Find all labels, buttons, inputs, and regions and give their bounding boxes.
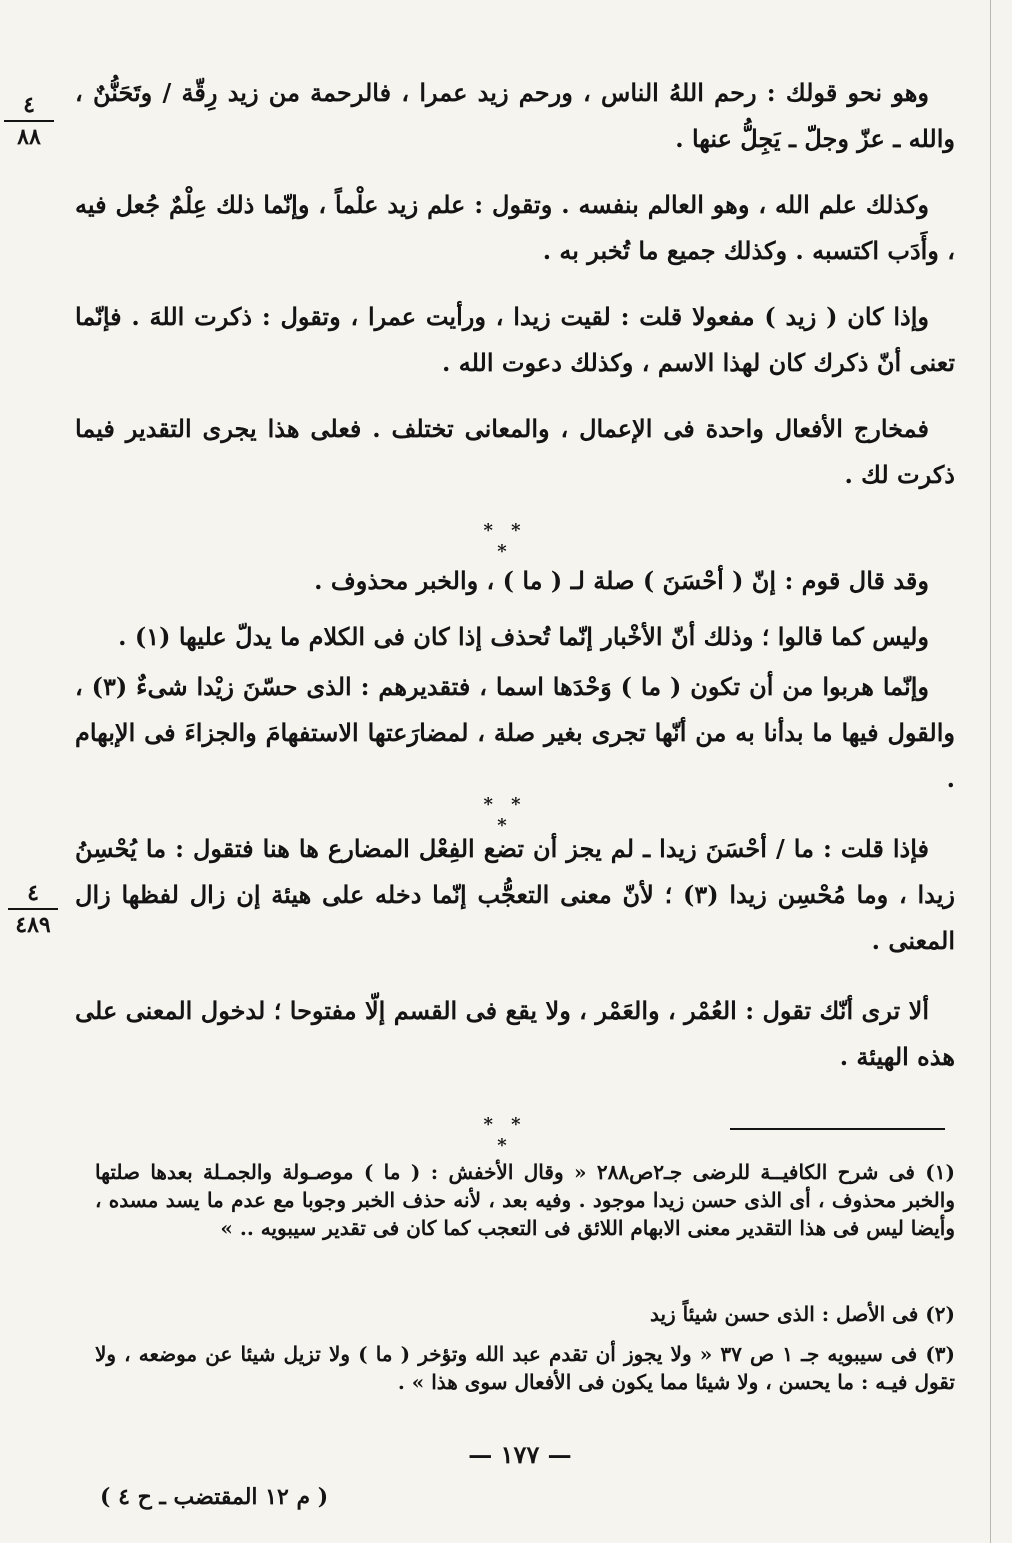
margin-ref-page: ٤٨٩ (15, 912, 51, 938)
margin-reference-489 (4, 880, 62, 938)
paragraph-text: وإذا كان ( زيد ) مفعولا قلت : لقيت زيدا ، ورأيت عمرا ، وتقول : ذكرت اللهَ . فإنّما تعنى أنّ ذكرك كان لهذا الاسم ، وكذلك دعوت الله . (75, 302, 955, 377)
page-number: — ١٧٧ — (468, 1440, 572, 1469)
margin-ref-page: ٨٨ (17, 124, 41, 150)
footnote-text: (١) فى شرح الكافيــة للرضى جـ٢ص٢٨٨ « وقال الأخفش : ( ما ) موصـولة والجمـلة بعدها صلتها والخبر محذوف ، أى الذى حسن زيدا موجود . وفيه بعد ، لأنه حذف الخبر وجوبا مع عدم ما يسد مسده ، وأيضا ليس فى هذا التقدير معنى الابهام اللائق فى التعجب كما كان فى تقدير سيبويه .. » (95, 1160, 955, 1240)
paragraph-text: فإذا قلت : ما / أحْسَنَ زيدا ـ لم يجز أن تضع الفِعْل المضارع ها هنا فتقول : ما يُحْسِنُ زيدا ، وما مُحْسِن زيدا (٣) ؛ لأنّ معنى التعجُّب إنّما دخله على هيئة إن زال لفظها زال المعنى . (75, 834, 956, 955)
margin-ref-volume: ٤ (23, 92, 35, 118)
paragraph-text: وقد قال قوم : إنّ ( أحْسَنَ ) صلة لـ ( ما ) ، والخبر محذوف . (314, 566, 929, 595)
margin-reference-88 (0, 92, 58, 150)
paragraph (75, 182, 955, 274)
printer-signature: ( م ١٢ المقتضب ـ ح ٤ ) (100, 1484, 329, 1510)
paragraph (75, 664, 955, 802)
paragraph (75, 294, 955, 386)
paragraph-text: وكذلك علم الله ، وهو العالم بنفسه . وتقول : علم زيد علْماً ، وإنّما ذلك عِلْمٌ جُعل فيه ، وأَدَب اكتسبه . وكذلك جميع ما تُخبر به . (75, 190, 955, 265)
paragraph-text: ألا ترى أنّك تقول : العُمْر ، والعَمْر ، ولا يقع فى القسم إلّا مفتوحا ؛ لدخول المعنى على هذه الهيئة . (75, 996, 955, 1071)
footnote-3 (95, 1340, 955, 1396)
margin-ref-divider (4, 120, 54, 122)
paragraph-text: وهو نحو قولك : رحم اللهُ الناس ، ورحم زيد عمرا ، فالرحمة من زيد رِقّة / وتَحَنُّنٌ ، والله ـ عزّ وجلّ ـ يَجِلُّ عنها . (75, 78, 955, 153)
page-edge-line (990, 0, 991, 1543)
paragraph (75, 988, 955, 1080)
footnote-2 (95, 1300, 955, 1328)
section-separator: * * * (483, 794, 527, 836)
section-separator: * * * (483, 520, 527, 562)
paragraph (75, 558, 955, 604)
paragraph (75, 826, 955, 964)
footnote-text: (٣) فى سيبويه جـ ١ ص ٣٧ « ولا يجوز أن تقدم عبد الله وتؤخر ( ما ) ولا تزيل شيئا عن موضعه ، ولا تقول فيـه : ما يحسن ، ولا شيئا مما يكون فى الأفعال سوى هذا » . (95, 1342, 956, 1394)
margin-ref-volume: ٤ (27, 880, 39, 906)
margin-ref-divider (8, 908, 58, 910)
paragraph-text: وليس كما قالوا ؛ وذلك أنّ الأخْبار إنّما تُحذف إذا كان فى الكلام ما يدلّ عليها (١) . (118, 622, 929, 651)
footnote-1 (95, 1158, 955, 1242)
footnote-divider (730, 1128, 945, 1130)
paragraph-text: فمخارج الأفعال واحدة فى الإعمال ، والمعانى تختلف . فعلى هذا يجرى التقدير فيما ذكرت لك . (75, 414, 955, 489)
paragraph (75, 70, 955, 162)
paragraph (75, 406, 955, 498)
paragraph-text: وإنّما هربوا من أن تكون ( ما ) وَحْدَها اسما ، فتقديرهم : الذى حسّنَ زيْدا شىءٌ (٣) ، والقول فيها ما بدأنا به من أنّها تجرى بغير صلة ، لمضارَعتها الاستفهامَ والجزاءَ فى الإبهام . (75, 672, 955, 793)
paragraph (75, 614, 955, 660)
section-separator: * * * (483, 1114, 527, 1156)
footnote-text: (٢) فى الأصل : الذى حسن شيئاً زيد (649, 1302, 955, 1326)
